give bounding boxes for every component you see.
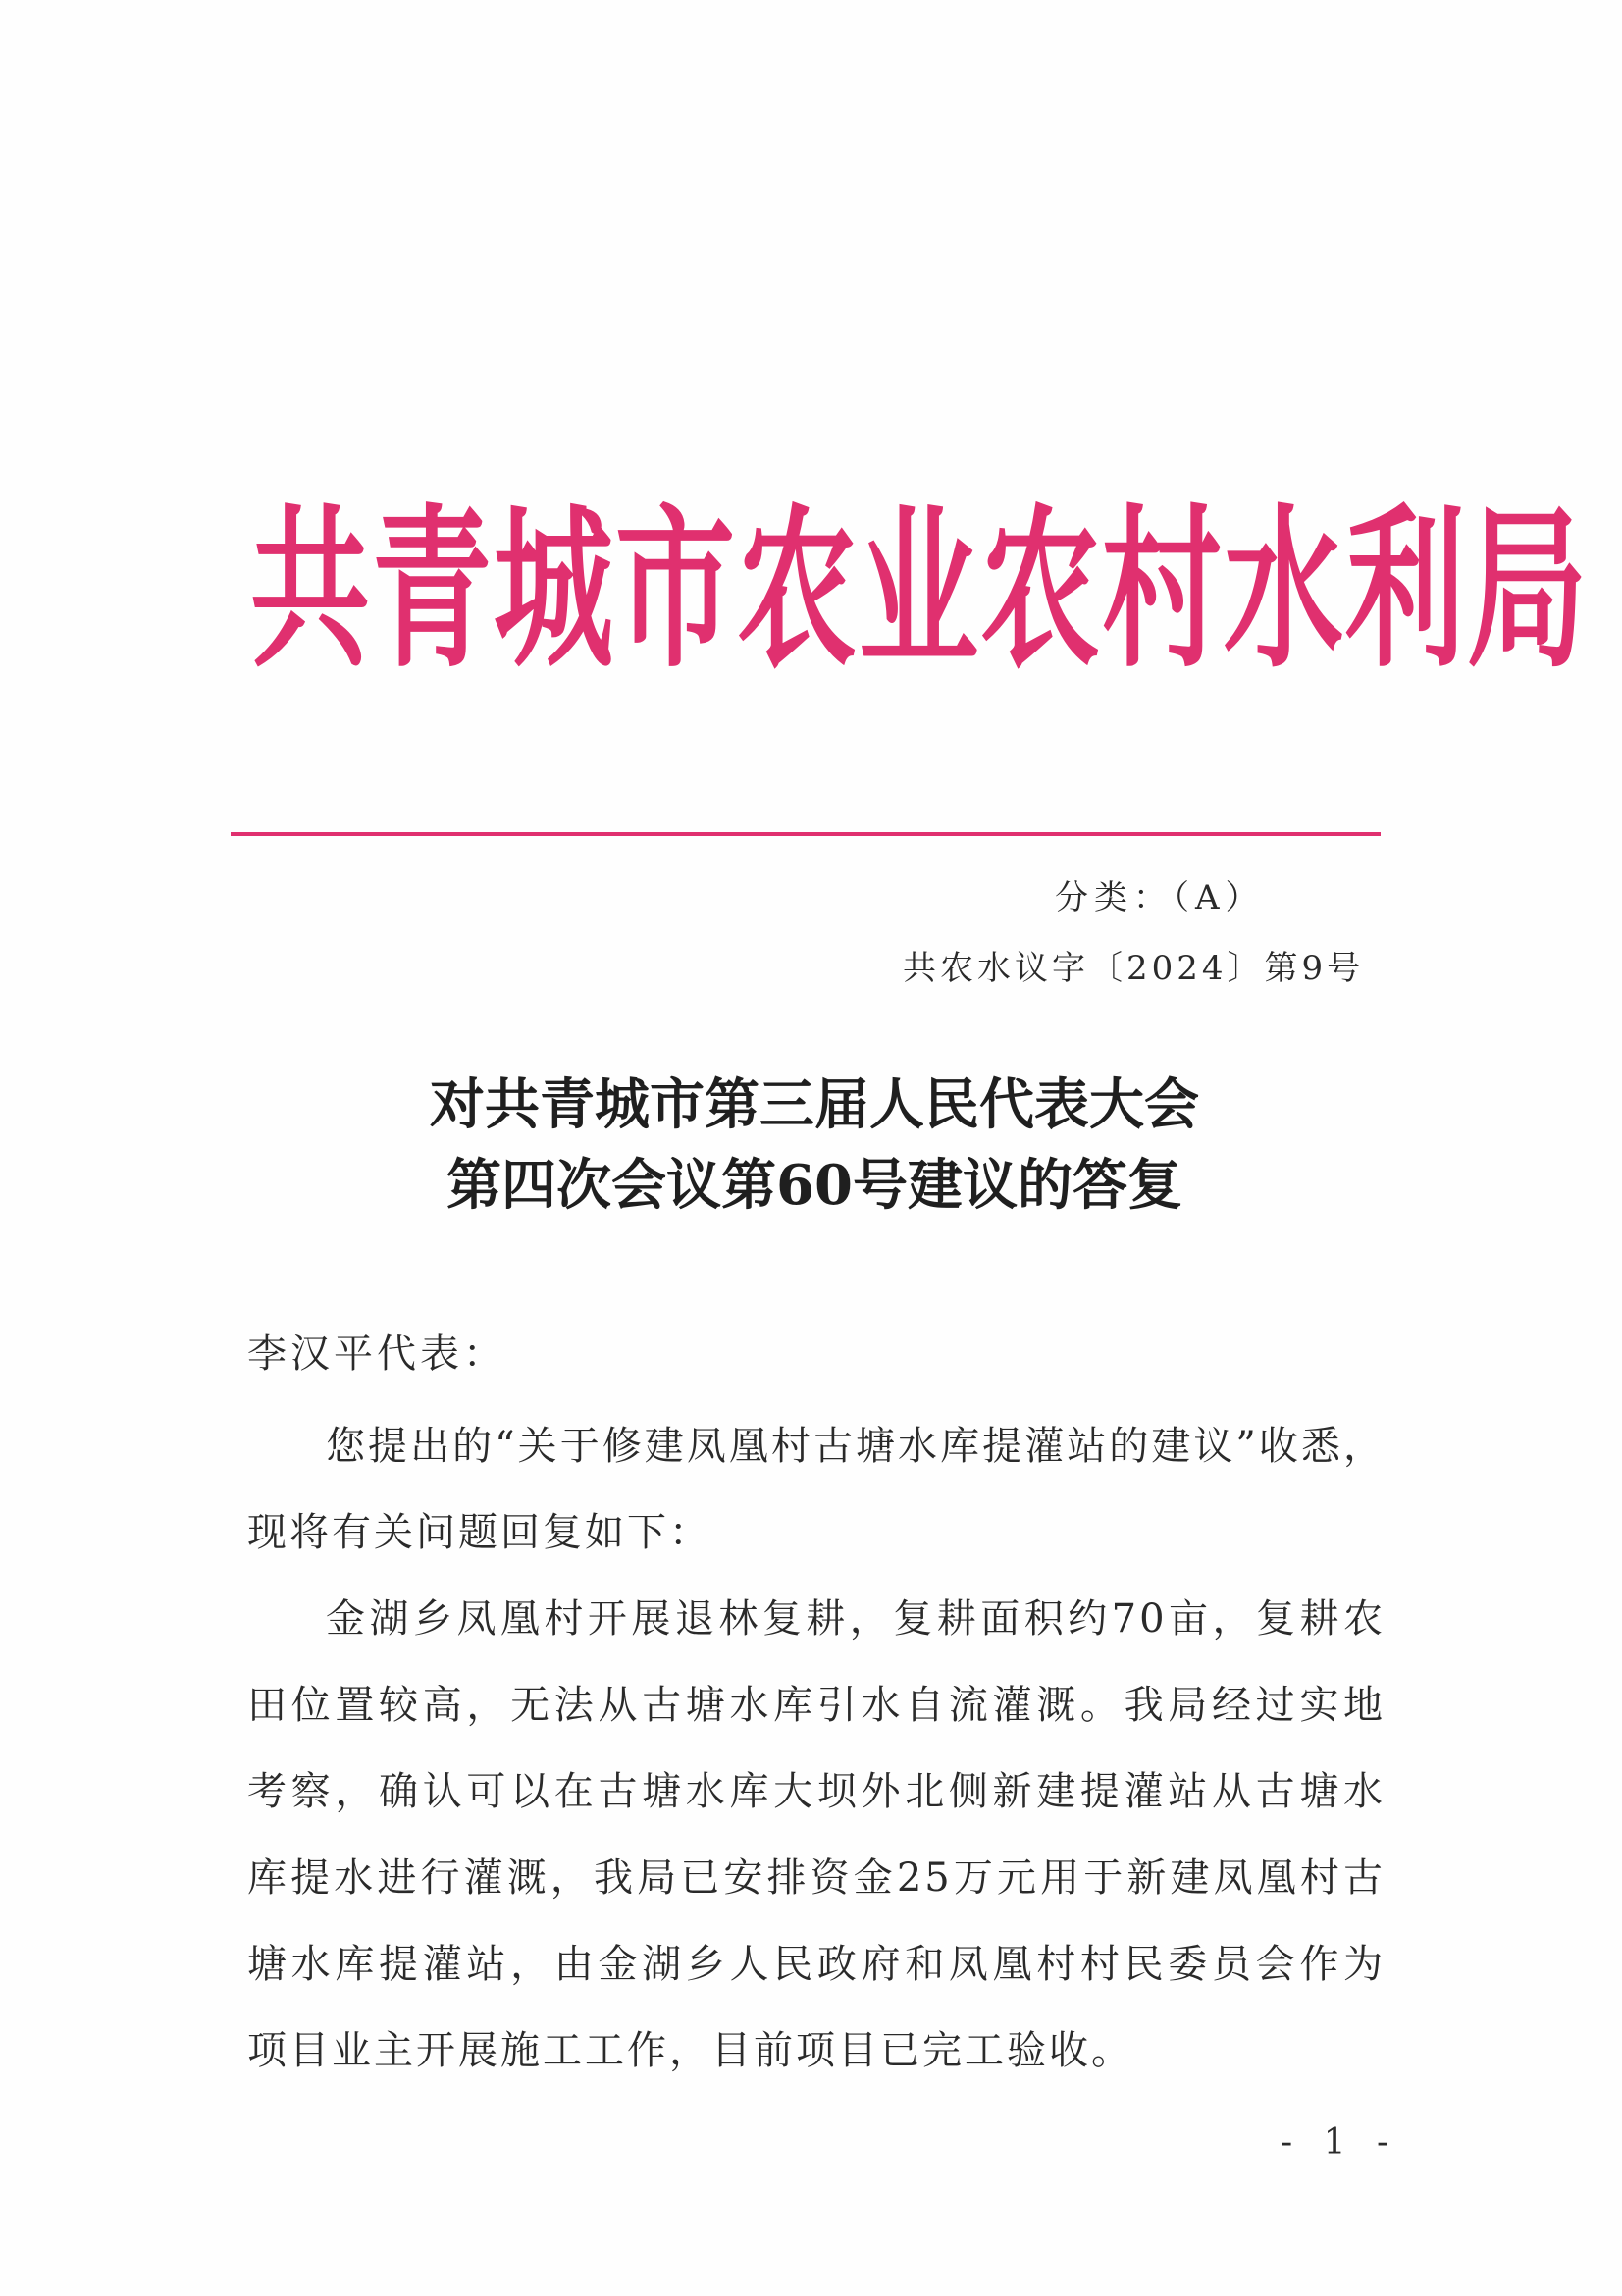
- title-line-2: 第四次会议第60号建议的答复: [446, 1153, 1182, 1218]
- title-line-1: 对共青城市第三届人民代表大会: [430, 1072, 1199, 1137]
- body-paragraph-2: 金湖乡凤凰村开展退林复耕，复耕面积约70亩，复耕农田位置较高，无法从古塘水库引水自流灌溉。我局经过实地考察，确认可以在古塘水库大坝外北侧新建提灌站从古塘水库提水进行灌溉，我局已安排资金25万元用于新建凤凰村古塘水库提灌站，由金湖乡人民政府和凤凰村村民委员会作为项目业主开展施工工作，目前项目已完工验收。: [247, 1596, 1386, 2073]
- document-title: [294, 1065, 1334, 1226]
- page-number: - 1 -: [1281, 2122, 1399, 2163]
- header-divider: [231, 832, 1381, 836]
- body-paragraph-1: 您提出的“关于修建凤凰村古塘水库提灌站的建议”收悉，现将有关问题回复如下：: [247, 1424, 1386, 1555]
- agency-header: 共青城市农业农村水利局: [250, 486, 1589, 692]
- classification-label: 分类：（A）: [1055, 878, 1265, 917]
- document-number: 共农水议字〔2024〕第9号: [903, 949, 1365, 988]
- salutation: 李汉平代表：: [247, 1331, 506, 1377]
- body-text: [247, 1403, 1386, 2094]
